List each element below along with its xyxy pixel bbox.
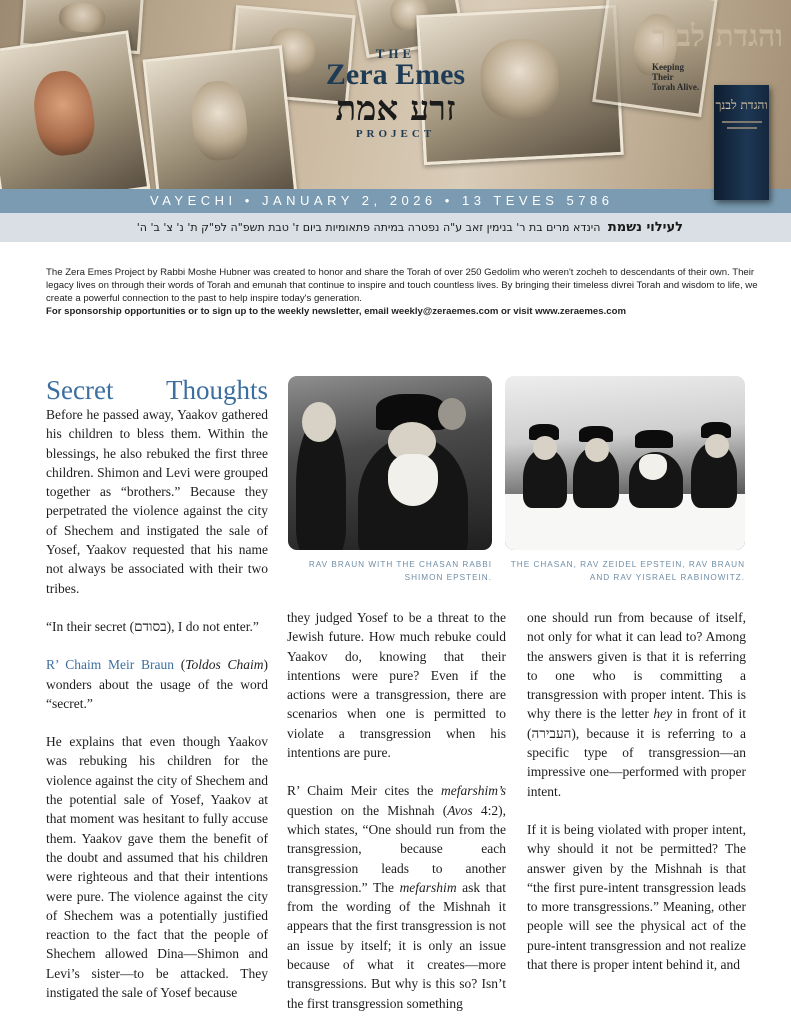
hebrew-date: 13 TEVES 5786 — [461, 193, 614, 208]
paragraph: “In their secret (בסודם), I do not enter.” — [46, 618, 259, 634]
paragraph: He explains that even though Yaakov was rebuking his children for the violence against the city of Shechem and the potential sale of Yosef, Yaakov at that moment was hesitant to fully accuse them. Yaakov gave them the benefit of the doubt and assumed that his children were righteous and that their intentions were pure. The violence against the city of Shechem was a potentially justified reaction to the fact that the people of Shechem allowed Dina—Shimon and Levi’s sister—to be attacked. They instigated the sale of Yosef because — [46, 734, 268, 1001]
intro-text: The Zera Emes Project by Rabbi Moshe Hubner was created to honor and share the Torah of over 250 Gedolim who weren't zocheh to descendants of their own. Their legacy lives on through their words of Torah and emunah that continue to inspire and touch countless lives. By bringing their timeless divrei Torah and wisdom to life, we create a powerful connection to the past to help inspire today's generation. — [46, 267, 758, 304]
parsha-name: VAYECHI — [150, 193, 237, 208]
separator: • — [244, 193, 254, 208]
term: mefarshim — [399, 879, 457, 895]
book-hebrew-title: והגדת לבנך — [652, 19, 783, 54]
logo-name: Zera Emes — [325, 58, 466, 91]
separator: • — [444, 193, 454, 208]
book-reference: Toldos Chaim — [185, 657, 264, 673]
paragraph-text: ask that from the wording of the Mishnah it appears that the first transgression is not an issue by itself; it is only an issue because of what it creates—more transgressions. But why is this so? Isn’t the first transgression something — [287, 879, 507, 1011]
header-banner — [0, 0, 791, 189]
paragraph-text: question on the Mishnah ( — [287, 802, 448, 818]
tagline — [652, 62, 700, 92]
author-reference: R’ Chaim Meir Braun — [46, 657, 174, 673]
paragraph — [287, 781, 506, 1013]
term: hey — [653, 706, 673, 722]
photo-caption: RAV BRAUN WITH THE CHASAN RABBI SHIMON EPSTEIN. — [308, 560, 492, 582]
dedication-lead: לעילוי נשמת — [607, 220, 683, 235]
paragraph: Before he passed away, Yaakov gathered his children to bless them. Within the blessings, he also rebuked the first three children. Shimon and Levi were grouped together as “brothers.” Because they perpetrated the violence against the city of Shechem and instigated the sale of Yosef, Yaakov requested that his name not always be associated with their two tribes. — [46, 407, 268, 596]
archival-photo — [592, 0, 718, 117]
logo-hebrew: זרע אמת — [335, 89, 456, 129]
tagline-line: Their — [652, 72, 674, 82]
tagline-line: Torah Alive. — [652, 82, 700, 92]
book-cover-image — [714, 85, 769, 200]
article-title: Secret Thoughts — [46, 375, 268, 405]
gregorian-date: JANUARY 2, 2026 — [261, 193, 437, 208]
photo-chasan-and-rabbonim — [505, 376, 745, 550]
archival-photo — [0, 30, 150, 189]
paragraph — [527, 608, 746, 801]
paragraph: If it is being violated with proper intent, why should it not be permitted? The answer given by the Mishnah is that “the first pure-intent transgression leads to more transgressions.” Meaning, other people will see the physical act of the pure-intent transgression and not realize that there is proper intent behind it, and — [527, 821, 746, 973]
logo-project: PROJECT — [355, 128, 436, 140]
paragraph: they judged Yosef to be a threat to the Jewish future. How much rebuke could Yaakov do, knowing that their intentions were pure? Even if the actions were a transgression, there are scenarios when one is permitted to violate a transgression when his intentions are pure. — [287, 610, 506, 761]
logo-the: THE — [375, 46, 416, 61]
date-bar — [0, 189, 791, 213]
sponsorship-cta: For sponsorship opportunities or to sign up to the weekly newsletter, email weekly@zeraemes.com or visit www.zeraemes.com — [46, 306, 626, 317]
tagline-line: Keeping — [652, 62, 685, 72]
photo-rav-braun-with-chasan — [288, 376, 492, 550]
intro-section — [46, 266, 761, 318]
article-column-1 — [46, 405, 268, 1021]
term: mefarshim’s — [440, 783, 506, 799]
photo-caption: THE CHASAN, RAV ZEIDEL EPSTEIN, RAV BRAUN AND RAV YISRAEL RABINOWITZ. — [510, 560, 745, 582]
dedication-bar — [0, 213, 791, 242]
term: Avos — [447, 802, 473, 818]
zera-emes-logo — [268, 46, 523, 140]
book-cover-title: והגדת לבנך — [715, 98, 768, 112]
paragraph: R’ Chaim Meir Braun (Toldos Chaim) wonders about the usage of the word “secret.” — [46, 657, 269, 711]
paragraph-text: one should run from because of itself, not only for what it can lead to? Among the answers given is that it is referring to one who is committing a transgression with proper intent. This is why there is the letter — [527, 610, 746, 722]
paragraph-text: in front of it (העבירה), because it is referring to a specific type of transgression—an impressive one—performed with proper intent. — [527, 706, 746, 799]
paragraph-text: R’ Chaim Meir cites the — [287, 783, 434, 799]
article-column-3 — [527, 608, 746, 993]
paragraph-text: 4:2), which states, “One should run from the transgression, because each transgression leads to another transgression.” The — [287, 802, 506, 895]
paragraph-text: wonders about the usage of the word “secret.” — [46, 676, 268, 711]
dedication-text: הינדא מרים בת ר' בנימין זאב ע"ה נפטרה במיתה פתאומיות ביום ז' טבת תשפ"ה לפ"ק ת' נ' צ' ב' ה' — [136, 221, 601, 234]
article-column-2 — [287, 608, 506, 1024]
